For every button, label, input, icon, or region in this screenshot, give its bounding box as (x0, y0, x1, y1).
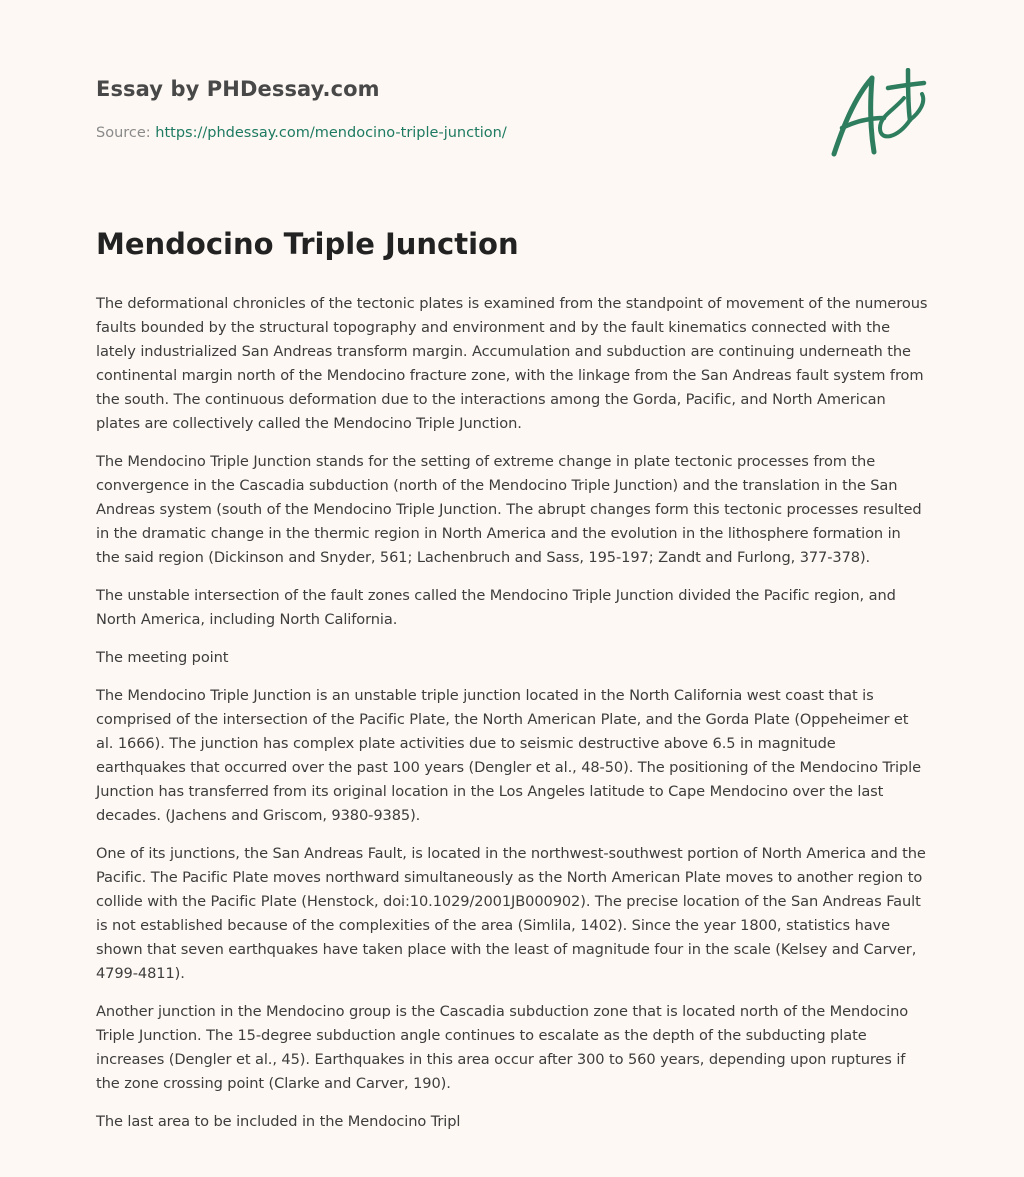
essay-title: Mendocino Triple Junction (96, 227, 519, 261)
source-line (96, 125, 507, 141)
source-link[interactable]: https://phdessay.com/mendocino-triple-junction/ (155, 125, 507, 141)
essay-paragraph-truncated: The last area to be included in the Mendocino Tripl (96, 1113, 461, 1130)
essay-paragraph: The Mendocino Triple Junction stands for the setting of extreme change in plate tectonic processes from the convergence in the Cascadia subduction (north of the Mendocino Triple Junction) and the translation in the San Andreas system (south of the Mendocino Triple Junction. The abrupt changes form this tectonic processes resulted in the dramatic change in the thermic region in North America and the evolution in the lithosphere formation in the said region (Dickinson and Snyder, 561; Lachenbruch and Sass, 195-197; Zandt and Furlong, 377-378). (96, 453, 922, 566)
essay-paragraph: One of its junctions, the San Andreas Fault, is located in the northwest-southwest portion of North America and the Pacific. The Pacific Plate moves northward simultaneously as the North American Plate moves to another region to collide with the Pacific Plate (Henstock, doi:10.1029/2001JB000902). The precise location of the San Andreas Fault is not established because of the complexities of the area (Simlila, 1402). Since the year 1800, statistics have shown that seven earthquakes have taken place with the least of magnitude four in the scale (Kelsey and Carver, 4799-4811). (96, 845, 926, 982)
site-title: Essay by PHDessay.com (96, 77, 380, 101)
essay-paragraph: The Mendocino Triple Junction is an unstable triple junction located in the North California west coast that is comprised of the intersection of the Pacific Plate, the North American Plate, and the Gorda Plate (Oppeheimer et al. 1666). The junction has complex plate activities due to seismic destructive above 6.5 in magnitude earthquakes that occurred over the past 100 years (Dengler et al., 48-50). The positioning of the Mendocino Triple Junction has transferred from its original location in the Los Angeles latitude to Cape Mendocino over the last decades. (Jachens and Griscom, 9380-9385). (96, 687, 921, 824)
source-label: Source: (96, 125, 151, 141)
essay-subheading: The meeting point (96, 649, 229, 666)
essay-paragraph: The unstable intersection of the fault zones called the Mendocino Triple Junction divided the Pacific region, and North America, including North California. (96, 587, 896, 628)
essay-paragraph: The deformational chronicles of the tectonic plates is examined from the standpoint of movement of the numerous faults bounded by the structural topography and environment and by the fault kinematics connected with the lately industrialized San Andreas transform margin. Accumulation and subduction are continuing underneath the continental margin north of the Mendocino fracture zone, with the linkage from the San Andreas fault system from the south. The continuous deformation due to the interactions among the Gorda, Pacific, and North American plates are collectively called the Mendocino Triple Junction. (96, 295, 928, 432)
header (96, 72, 928, 182)
essay-content (96, 224, 928, 1148)
essay-paragraph: Another junction in the Mendocino group is the Cascadia subduction zone that is located north of the Mendocino Triple Junction. The 15-degree subduction angle continues to escalate as the depth of the subducting plate increases (Dengler et al., 45). Earthquakes in this area occur after 300 to 560 years, depending upon ruptures if the zone crossing point (Clarke and Carver, 190). (96, 1003, 909, 1092)
a-plus-logo-icon (828, 68, 928, 160)
